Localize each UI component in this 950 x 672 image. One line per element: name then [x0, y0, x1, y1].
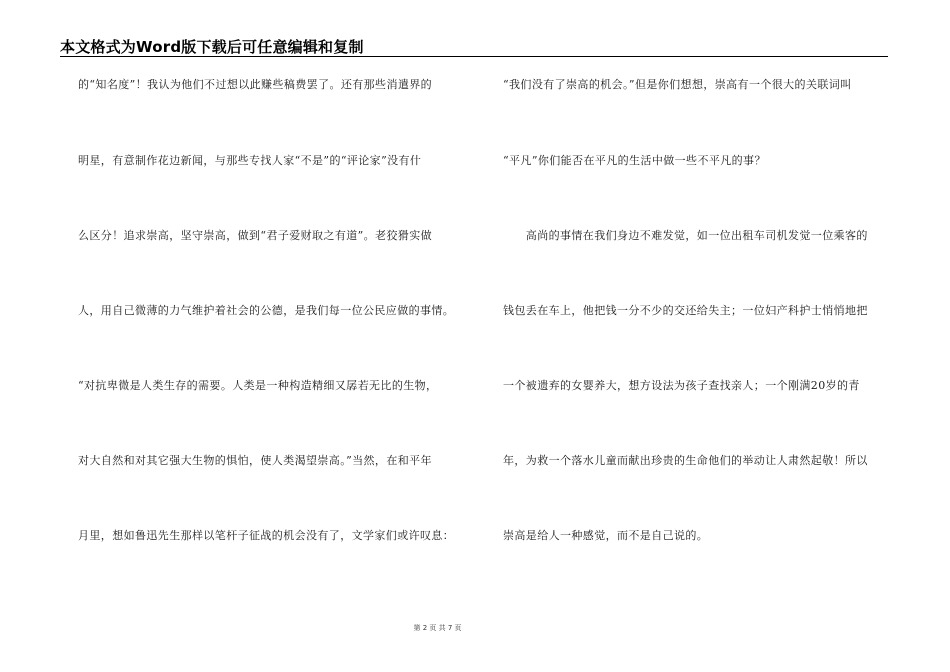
- page-number: 第 2 页 共 7 页: [413, 624, 462, 632]
- right-line-6: 年，为救一个落水儿童而献出珍贵的生命他们的举动让人肃然起敬！所以: [503, 454, 868, 467]
- left-line-2: 明星，有意制作花边新闻，与那些专找人家“不是”的“评论家”没有什: [78, 154, 422, 167]
- right-line-4: 钱包丢在车上，他把钱一分不少的交还给失主；一位妇产科护士悄悄地把: [503, 304, 868, 317]
- right-line-7: 崇高是给人一种感觉，而不是自己说的。: [503, 529, 709, 542]
- document-header-title: 本文格式为Word版下载后可任意编辑和复制: [60, 38, 364, 56]
- left-line-4: 人，用自己微薄的力气维护着社会的公德，是我们每一位公民应做的事情。: [78, 304, 455, 317]
- header-divider: [60, 56, 888, 57]
- right-line-2: “平凡”你们能否在平凡的生活中做一些不平凡的事？: [503, 154, 766, 167]
- right-line-3: 高尚的事情在我们身边不难发觉，如一位出租车司机发觉一位乘客的: [503, 229, 868, 242]
- left-line-3: 么区分！追求崇高，坚守崇高，做到“君子爱财取之有道”。老狡猾实做: [78, 229, 433, 242]
- left-line-6: 对大自然和对其它强大生物的惧怕，使人类渴望崇高。”当然，在和平年: [78, 454, 432, 467]
- right-line-5: 一个被遗弃的女婴养大，想方设法为孩子查找亲人；一个刚满20岁的青: [503, 379, 860, 392]
- left-line-5: “对抗卑微是人类生存的需要。人类是一种构造精细又孱若无比的生物，: [78, 379, 438, 392]
- right-line-1: “我们没有了崇高的机会。”但是你们想想，崇高有一个很大的关联词叫: [503, 78, 852, 91]
- left-line-1: 的“知名度”！我认为他们不过想以此赚些稿费罢了。还有那些消遣界的: [78, 78, 433, 91]
- left-line-7: 月里，想如鲁迅先生那样以笔杆子征战的机会没有了，文学家们或许叹息：: [78, 529, 455, 542]
